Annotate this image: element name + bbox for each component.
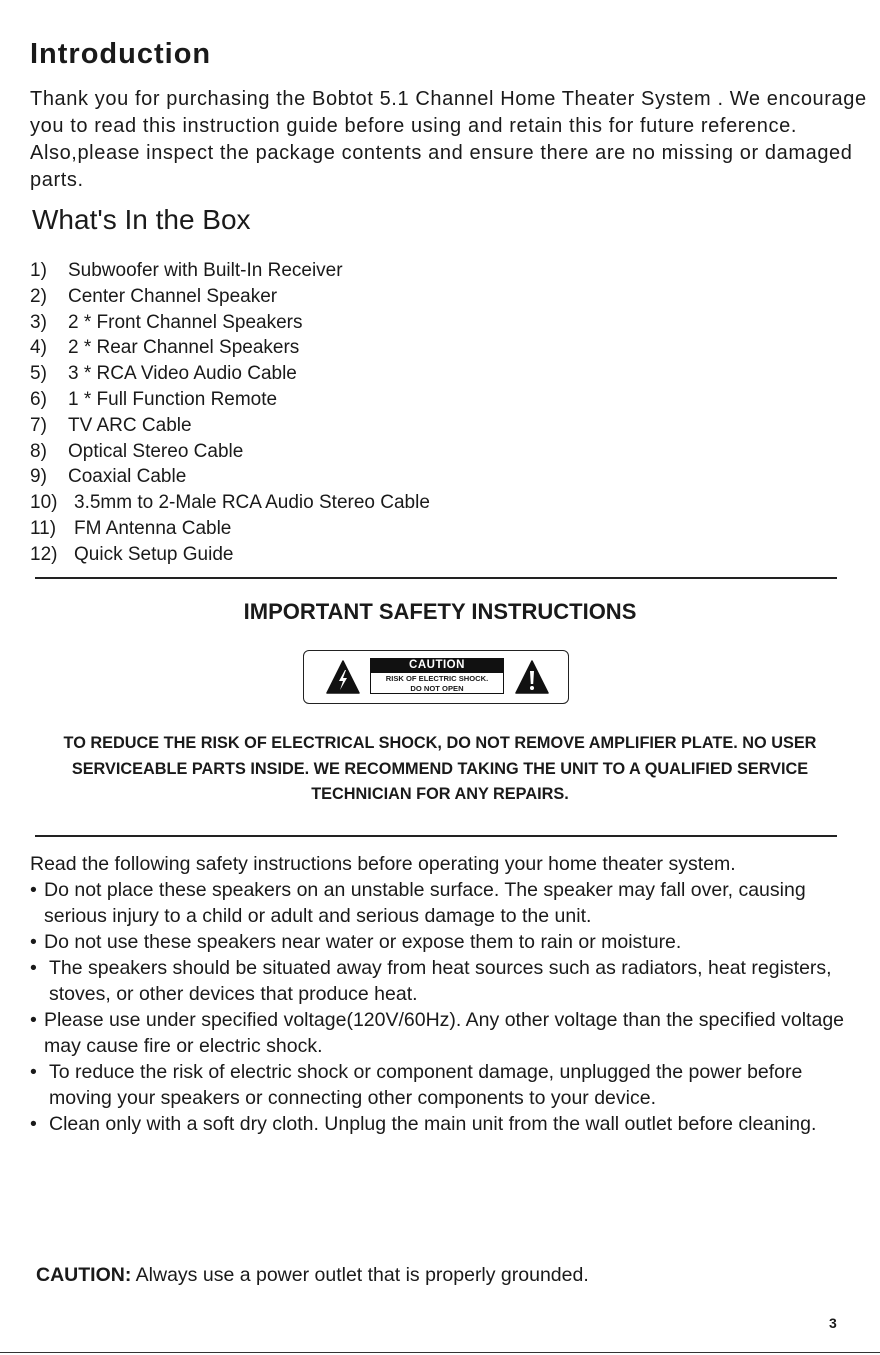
list-item: • Clean only with a soft dry cloth. Unplug the main unit from the wall outlet before cleaning. bbox=[30, 1111, 870, 1137]
list-item-label: Coaxial Cable bbox=[68, 466, 187, 488]
caution-label-text bbox=[370, 672, 504, 694]
list-item: • Do not place these speakers on an unstable surface. The speaker may fall over, causing serious injury to a child or adult and serious damage to the unit. bbox=[30, 877, 870, 929]
list-item-number: 7) bbox=[30, 414, 47, 436]
list-item: • Do not use these speakers near water or expose them to rain or moisture. bbox=[30, 929, 870, 955]
list-item-number: 5) bbox=[30, 363, 47, 385]
list-item bbox=[30, 361, 430, 387]
exclamation-warning-icon bbox=[515, 660, 549, 699]
section-divider bbox=[35, 577, 837, 579]
safety-bullet-list bbox=[30, 877, 870, 1137]
safety-instructions bbox=[30, 851, 870, 1137]
list-item bbox=[30, 284, 430, 310]
caution-note-label: CAUTION: bbox=[36, 1264, 132, 1286]
list-item-label: 2 * Front Channel Speakers bbox=[68, 311, 303, 333]
list-item bbox=[30, 439, 430, 465]
section-divider bbox=[35, 835, 837, 837]
introduction-text: Thank you for purchasing the Bobtot 5.1 Channel Home Theater System . We encourage you to read this instruction guide before using and retain this for future reference. Also,please inspect the package contents and ensure there are no missing or damaged parts. bbox=[30, 88, 867, 191]
list-item bbox=[30, 413, 430, 439]
list-item-number: 9) bbox=[30, 466, 47, 488]
list-item-number: 4) bbox=[30, 337, 47, 359]
shock-warning-text: TO REDUCE THE RISK OF ELECTRICAL SHOCK, DO NOT REMOVE AMPLIFIER PLATE. NO USER SERVICEABLE PARTS INSIDE. WE RECOMMEND TAKING THE UNIT TO A QUALIFIED SERVICE TECHNICIAN FOR ANY REPAIRS. bbox=[63, 734, 817, 803]
list-item bbox=[30, 387, 430, 413]
caution-label-graphic bbox=[303, 650, 569, 704]
list-item-label: 1 * Full Function Remote bbox=[68, 388, 278, 410]
list-item-number: 6) bbox=[30, 388, 47, 410]
instructions-lead: Read the following safety instructions before operating your home theater system. bbox=[30, 853, 736, 875]
list-item: • To reduce the risk of electric shock or component damage, unplugged the power before moving your speakers or connecting other components to your device. bbox=[30, 1059, 870, 1111]
list-item bbox=[30, 516, 430, 542]
list-item-label: 3.5mm to 2-Male RCA Audio Stereo Cable bbox=[74, 492, 430, 514]
list-item bbox=[30, 335, 430, 361]
list-item-number: 10) bbox=[30, 492, 58, 514]
list-item-label: Optical Stereo Cable bbox=[68, 440, 244, 462]
list-item bbox=[30, 464, 430, 490]
list-item: • Please use under specified voltage(120V/60Hz). Any other voltage than the specified voltage may cause fire or electric shock. bbox=[30, 1007, 870, 1059]
list-item-number: 1) bbox=[30, 260, 47, 281]
list-item-number: 12) bbox=[30, 543, 58, 565]
page-bottom-rule bbox=[0, 1352, 880, 1353]
list-item-label: Subwoofer with Built-In Receiver bbox=[68, 260, 343, 281]
electric-shock-warning-icon bbox=[326, 660, 360, 699]
introduction-heading: Introduction bbox=[30, 38, 212, 70]
list-item-number: 11) bbox=[30, 517, 57, 539]
safety-heading: IMPORTANT SAFETY INSTRUCTIONS bbox=[243, 599, 637, 624]
caution-note-text: Always use a power outlet that is properly grounded. bbox=[131, 1264, 589, 1286]
box-contents-heading: What's In the Box bbox=[32, 204, 251, 235]
caution-label-title: CAUTION bbox=[370, 658, 504, 672]
box-contents-list bbox=[30, 258, 430, 568]
list-item-number: 2) bbox=[30, 285, 47, 307]
list-item bbox=[30, 258, 430, 284]
list-item-label: FM Antenna Cable bbox=[74, 517, 232, 539]
list-item-label: 2 * Rear Channel Speakers bbox=[68, 337, 300, 359]
list-item: • The speakers should be situated away from heat sources such as radiators, heat registers, stoves, or other devices that produce heat. bbox=[30, 955, 870, 1007]
list-item bbox=[30, 542, 430, 568]
list-item-label: Quick Setup Guide bbox=[74, 543, 234, 565]
caution-note bbox=[36, 1264, 589, 1287]
caution-label-line: DO NOT OPEN bbox=[410, 683, 464, 693]
list-item-number: 8) bbox=[30, 440, 47, 462]
list-item bbox=[30, 490, 430, 516]
list-item-label: TV ARC Cable bbox=[68, 414, 192, 436]
list-item bbox=[30, 310, 430, 336]
list-item-label: 3 * RCA Video Audio Cable bbox=[68, 363, 297, 385]
page-number: 3 bbox=[829, 1315, 837, 1331]
list-item-number: 3) bbox=[30, 311, 47, 333]
caution-label-line: RISK OF ELECTRIC SHOCK. bbox=[385, 674, 489, 683]
list-item-label: Center Channel Speaker bbox=[68, 285, 278, 307]
